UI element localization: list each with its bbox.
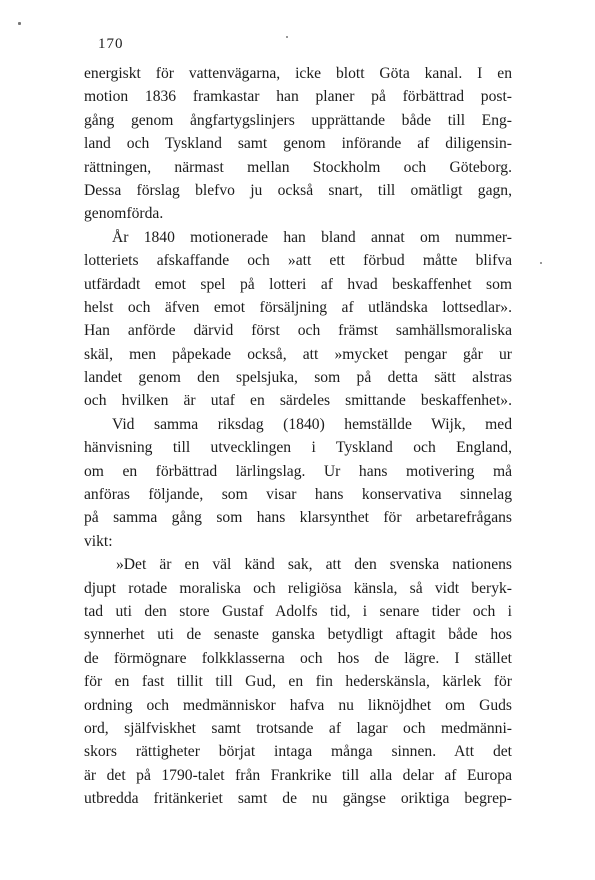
text-line: utbredda fritänkeriet samt de nu gängse oriktiga begrep-: [84, 790, 512, 808]
text-line: om en förbättrad lärlingslag. Ur hans motivering må: [84, 462, 512, 480]
text-line: motion 1836 framkastar han planer på förbättrad post-: [84, 88, 512, 106]
text-line: energiskt för vattenvägarna, icke blott Göta kanal. I en: [84, 65, 512, 82]
text-line: ordning och medmänniskor hafva nu liknöjdhet om Guds: [84, 696, 512, 714]
text-line: tad uti den store Gustaf Adolfs tid, i senare tider och i: [84, 602, 512, 620]
text-line: vikt:: [84, 532, 113, 550]
text-line: skäl, men påpekade också, att »mycket pengar går ur: [84, 345, 512, 363]
text-line: genomförda.: [84, 205, 164, 223]
text-line: land och Tyskland samt genom införande af diligensin-: [84, 135, 512, 153]
text-line: är det på 1790-talet från Frankrike till alla delar af Europa: [84, 766, 512, 784]
text-line: helst och äfven emot försäljning af utländska lottsedlar».: [84, 298, 512, 316]
text-line: de förmögnare folkklasserna och hos de lägre. I stället: [84, 649, 512, 667]
page-number: 170: [98, 36, 124, 52]
text-line: rättningen, närmast mellan Stockholm och Göteborg.: [84, 158, 512, 176]
body-text: [84, 62, 512, 811]
text-line: djupt rotade moraliska och religiösa känsla, så vidt beryk-: [84, 579, 512, 597]
text-line: Han anförde därvid först och främst samhällsmoraliska: [84, 322, 512, 340]
text-line: År 1840 motionerade han bland annat om nummer-: [112, 228, 512, 246]
text-line: för en fast tillit till Gud, en fin hederskänsla, kärlek för: [84, 673, 512, 691]
scan-speck: [540, 262, 542, 264]
text-line: skors rättigheter börjat intaga många sinnen. Att det: [84, 743, 512, 761]
text-line: ord, själfviskhet samt trotsande af lagar och medmänni-: [84, 719, 512, 737]
scan-speck: [18, 22, 21, 25]
scan-speck: [286, 36, 288, 38]
text-line: på samma gång som hans klarsynthet för arbetarefrågans: [84, 509, 512, 527]
text-line: hänvisning till utvecklingen i Tyskland och England,: [84, 439, 512, 457]
text-line: lotteriets afskaffande och »att ett förbud måtte blifva: [84, 252, 512, 270]
text-line: gång genom ångfartygslinjers upprättande både till Eng-: [84, 111, 512, 129]
text-line: utfärdadt emot spel på lotteri af hvad beskaffenhet som: [84, 275, 512, 293]
text-line: synnerhet uti de senaste ganska betydligt aftagit både hos: [84, 626, 512, 644]
text-line: och hvilken är utaf en särdeles smittande beskaffenhet».: [84, 392, 512, 410]
text-line: landet genom den spelsjuka, som på detta sätt alstras: [84, 369, 512, 387]
text-line: »Det är en väl känd sak, att den svenska nationens: [116, 556, 512, 574]
text-line: anföras följande, som visar hans konservativa sinnelag: [84, 486, 512, 504]
text-line: Dessa förslag blefvo ju också snart, till omätligt gagn,: [84, 181, 512, 199]
text-line: Vid samma riksdag (1840) hemställde Wijk, med: [112, 415, 512, 433]
